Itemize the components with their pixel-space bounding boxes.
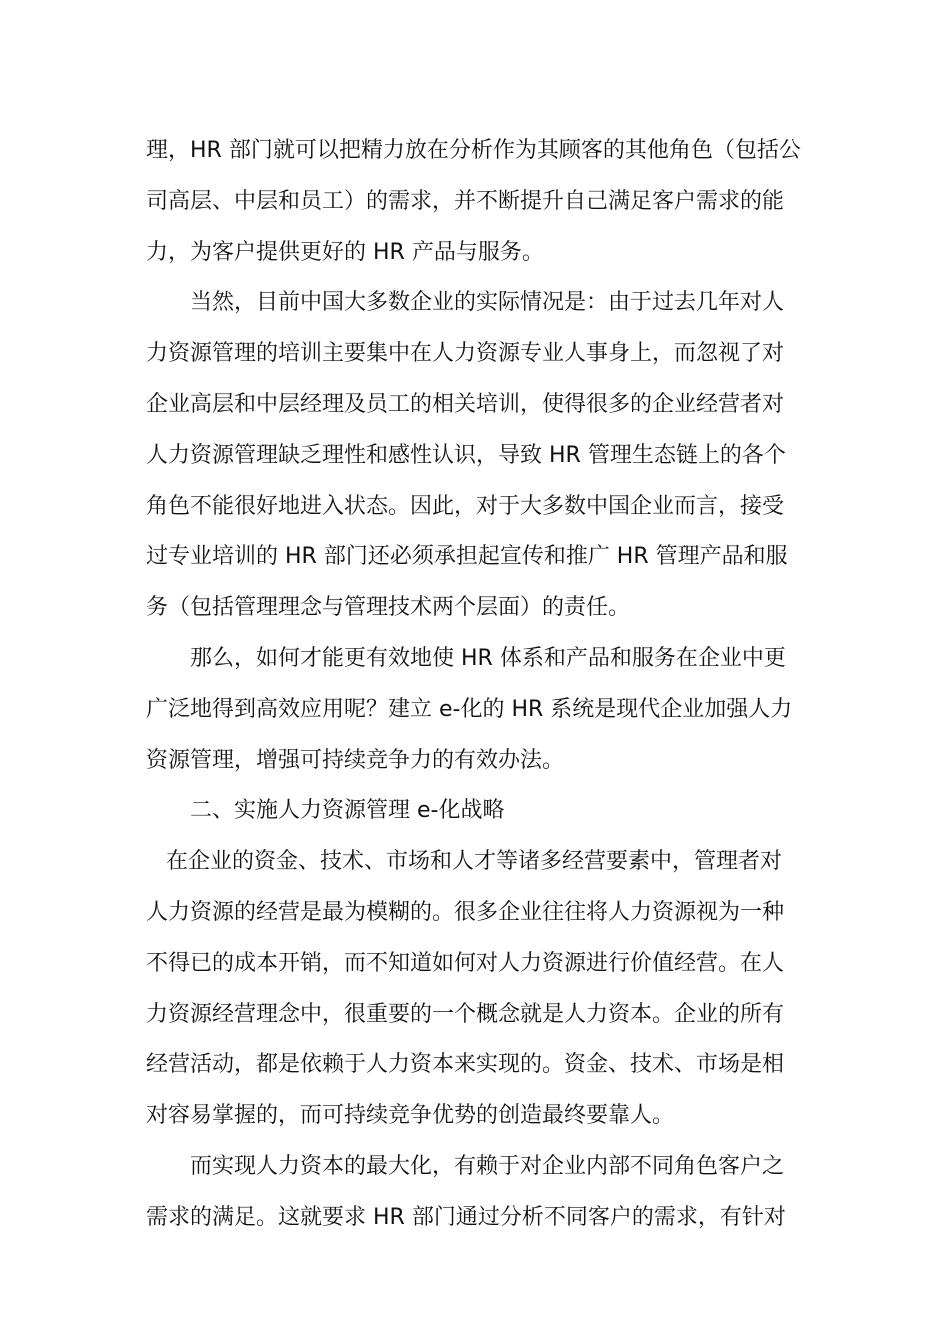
text-line: 需求的满足。这就要求 HR 部门通过分析不同客户的需求，有针对 [146, 1204, 786, 1230]
text-line: 力资源管理的培训主要集中在人力资源专业人事身上，而忽视了对 [146, 341, 785, 367]
paragraph-first-line: 那么，如何才能更有效地使 HR 体系和产品和服务在企业中更 [190, 645, 786, 671]
text-line: 经营活动，都是依赖于人力资本来实现的。资金、技术、市场是相 [146, 1052, 785, 1078]
body-text [146, 126, 806, 1244]
text-line: 务（包括管理理念与管理技术两个层面）的责任。 [146, 595, 631, 621]
paragraph-first-line: 在企业的资金、技术、市场和人才等诸多经营要素中，管理者对 [166, 849, 783, 875]
text-line: 企业高层和中层经理及员工的相关培训，使得很多的企业经营者对 [146, 391, 785, 417]
text-line: 过专业培训的 HR 部门还必须承担起宣传和推广 HR 管理产品和服 [146, 544, 788, 570]
text-line: 对容易掌握的，而可持续竞争优势的创造最终要靠人。 [146, 1103, 675, 1129]
text-line: 资源管理，增强可持续竞争力的有效办法。 [146, 747, 565, 773]
paragraph-first-line: 当然，目前中国大多数企业的实际情况是：由于过去几年对人 [190, 290, 785, 316]
text-line: 广泛地得到高效应用呢？建立 e-化的 HR 系统是现代企业加强人力 [146, 696, 793, 722]
text-line: 角色不能很好地进入状态。因此，对于大多数中国企业而言，接受 [146, 493, 785, 519]
text-line: 人力资源管理缺乏理性和感性认识，导致 HR 管理生态链上的各个 [146, 442, 786, 468]
text-line: 不得已的成本开销，而不知道如何对人力资源进行价值经营。在人 [146, 950, 785, 976]
text-line: 力资源经营理念中，很重要的一个概念就是人力资本。企业的所有 [146, 1001, 785, 1027]
text-line: 司高层、中层和员工）的需求，并不断提升自己满足客户需求的能 [146, 188, 785, 214]
text-line: 理，HR 部门就可以把精力放在分析作为其顾客的其他角色（包括公 [146, 138, 801, 163]
text-line: 人力资源的经营是最为模糊的。很多企业往往将人力资源视为一种 [146, 899, 785, 925]
text-line: 力，为客户提供更好的 HR 产品与服务。 [146, 239, 544, 265]
paragraph-first-line: 而实现人力资本的最大化，有赖于对企业内部不同角色客户之 [190, 1153, 785, 1179]
section-heading: 二、实施人力资源管理 e-化战略 [190, 798, 505, 824]
